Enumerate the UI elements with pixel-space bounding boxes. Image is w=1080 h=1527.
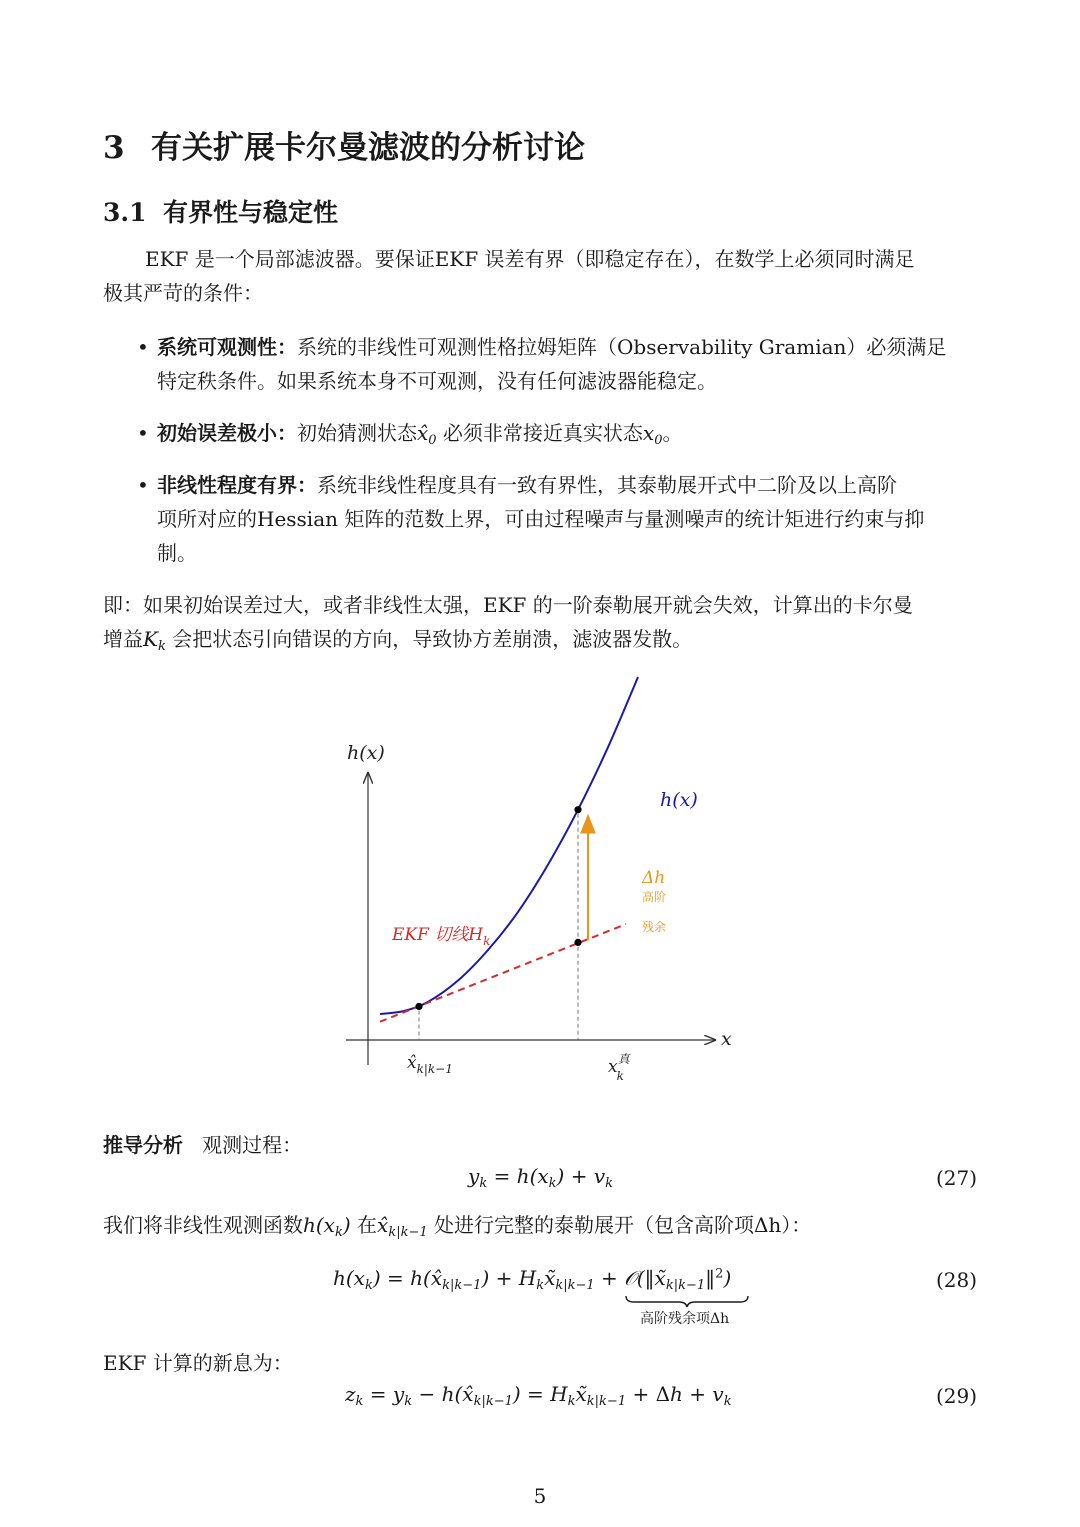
underbrace <box>624 1294 750 1308</box>
data-point <box>415 1003 422 1010</box>
math-sub: 0 <box>428 433 437 448</box>
subsection-title <box>103 193 338 229</box>
equation-29: $z_k = y_k$ − $h(x̂_{k|k-1})$ = $H_kx̃_{k|k-1} + \Delta h + v_k$ <box>345 1382 732 1409</box>
intro-line-2: 极其严苛的条件： <box>103 281 263 305</box>
eq-number-29: (29) <box>935 1384 977 1408</box>
bullet-term: 系统可观测性： <box>157 335 297 359</box>
taylor-intro <box>103 1208 811 1250</box>
math-sub: 0 <box>654 433 663 448</box>
bullet-post: 。 <box>662 421 683 445</box>
subsection-number: 3.1 <box>103 198 147 227</box>
tangent-label: EKF 切线$H_k$ <box>392 925 491 948</box>
h-curve <box>380 677 638 1014</box>
data-point <box>574 939 581 946</box>
math-x0: x <box>642 421 655 445</box>
taylor-mid: 在 <box>350 1213 378 1237</box>
derivation-line <box>103 1128 302 1162</box>
section-title <box>103 122 585 167</box>
conclusion-pre: 增益 <box>103 627 143 651</box>
intro-line-1: EKF 是一个局部滤波器。要保证EKF 误差有界（即稳定存在），在数学上必须同时满足 <box>145 247 915 271</box>
page-number: 5 <box>533 1484 547 1508</box>
section-number: 3 <box>103 130 125 166</box>
math-sub: k <box>157 639 166 654</box>
bullet-term: 非线性程度有界： <box>157 473 317 497</box>
math-sub: k <box>334 1225 343 1240</box>
bullet-text-l1: 系统的非线性可观测性格拉姆矩阵（Observability Gramian）必须满足 <box>297 335 947 359</box>
y-axis-label: h(x) <box>347 742 385 764</box>
bullet-term: 初始误差极小： <box>157 421 297 445</box>
taylor-post: 处进行完整的泰勒展开（包含高阶项Δh）： <box>427 1213 812 1237</box>
x-tick-xtrue: $x^真$ k <box>608 1052 630 1083</box>
delta-note-1: 高阶 <box>642 890 667 904</box>
conclusion-post: 会把状态引向错误的方向，导致协方差崩溃，滤波器发散。 <box>165 627 693 651</box>
bullet-text-l2: 特定秩条件。如果系统本身不可观测，没有任何滤波器能稳定。 <box>157 369 717 393</box>
bullet-initial-error <box>137 416 977 458</box>
bullet-dot: • <box>137 473 149 497</box>
bullet-dot: • <box>137 421 149 445</box>
conclusion-line-1: 即：如果初始误差过大，或者非线性太强，EKF 的一阶泰勒展开就会失效，计算出的卡尔曼 <box>103 593 913 617</box>
bullet-text-l2: 项所对应的Hessian 矩阵的范数上界，可由过程噪声与量测噪声的统计矩进行约束与抑 <box>157 507 925 531</box>
taylor-pre: 我们将非线性观测函数 <box>103 1213 303 1237</box>
curve-label: h(x) <box>660 789 698 811</box>
underbrace-label: 高阶残余项Δh <box>640 1311 730 1327</box>
derivation-text: 观测过程： <box>202 1133 303 1157</box>
bullet-pre: 初始猜测状态 <box>297 421 417 445</box>
bullet-observability <box>137 330 977 398</box>
equation-27: $y_k = h(x_k) + v_k$ <box>468 1164 614 1191</box>
eq-number-27: (27) <box>935 1166 977 1190</box>
math-paren: ) <box>342 1213 351 1237</box>
derivation-heading: 推导分析 <box>103 1133 183 1157</box>
math-xhat0: x̂ <box>417 421 429 445</box>
bullet-text-l1: 系统非线性程度具有一致有界性，其泰勒展开式中二阶及以上高阶 <box>317 473 897 497</box>
data-point <box>574 806 581 813</box>
bullet-text-l3: 制。 <box>157 541 197 565</box>
ekf-figure <box>330 665 750 1090</box>
subsection-title-text: 有界性与稳定性 <box>163 198 339 227</box>
math-sub: k|k−1 <box>388 1225 428 1240</box>
bullet-mid: 必须非常接近真实状态 <box>436 421 643 445</box>
conclusion-line-2 <box>103 622 692 664</box>
x-tick-xhat: $x̂_{k|k-1}$ <box>407 1053 453 1076</box>
math-h-xk: h(x <box>303 1213 335 1237</box>
delta-note-2: 残余 <box>642 920 667 934</box>
section-title-text: 有关扩展卡尔曼滤波的分析讨论 <box>151 130 585 166</box>
bullet-dot: • <box>137 335 149 359</box>
x-axis-label: x <box>721 1028 732 1050</box>
bullet-nonlinearity <box>137 468 977 570</box>
math-xhat: x̂ <box>377 1213 389 1237</box>
innovation-intro: EKF 计算的新息为： <box>103 1351 293 1375</box>
equation-28: $h(x_k)$ = $h(x̂_{k|k-1})$ + $H_kx̃_{k|k-1}$ + $𝒪(‖x̃_{k|k-1}‖^2)$ <box>333 1266 732 1293</box>
math-K: K <box>143 627 158 651</box>
eq-number-28: (28) <box>935 1268 977 1292</box>
delta-label: Δh <box>642 868 666 888</box>
